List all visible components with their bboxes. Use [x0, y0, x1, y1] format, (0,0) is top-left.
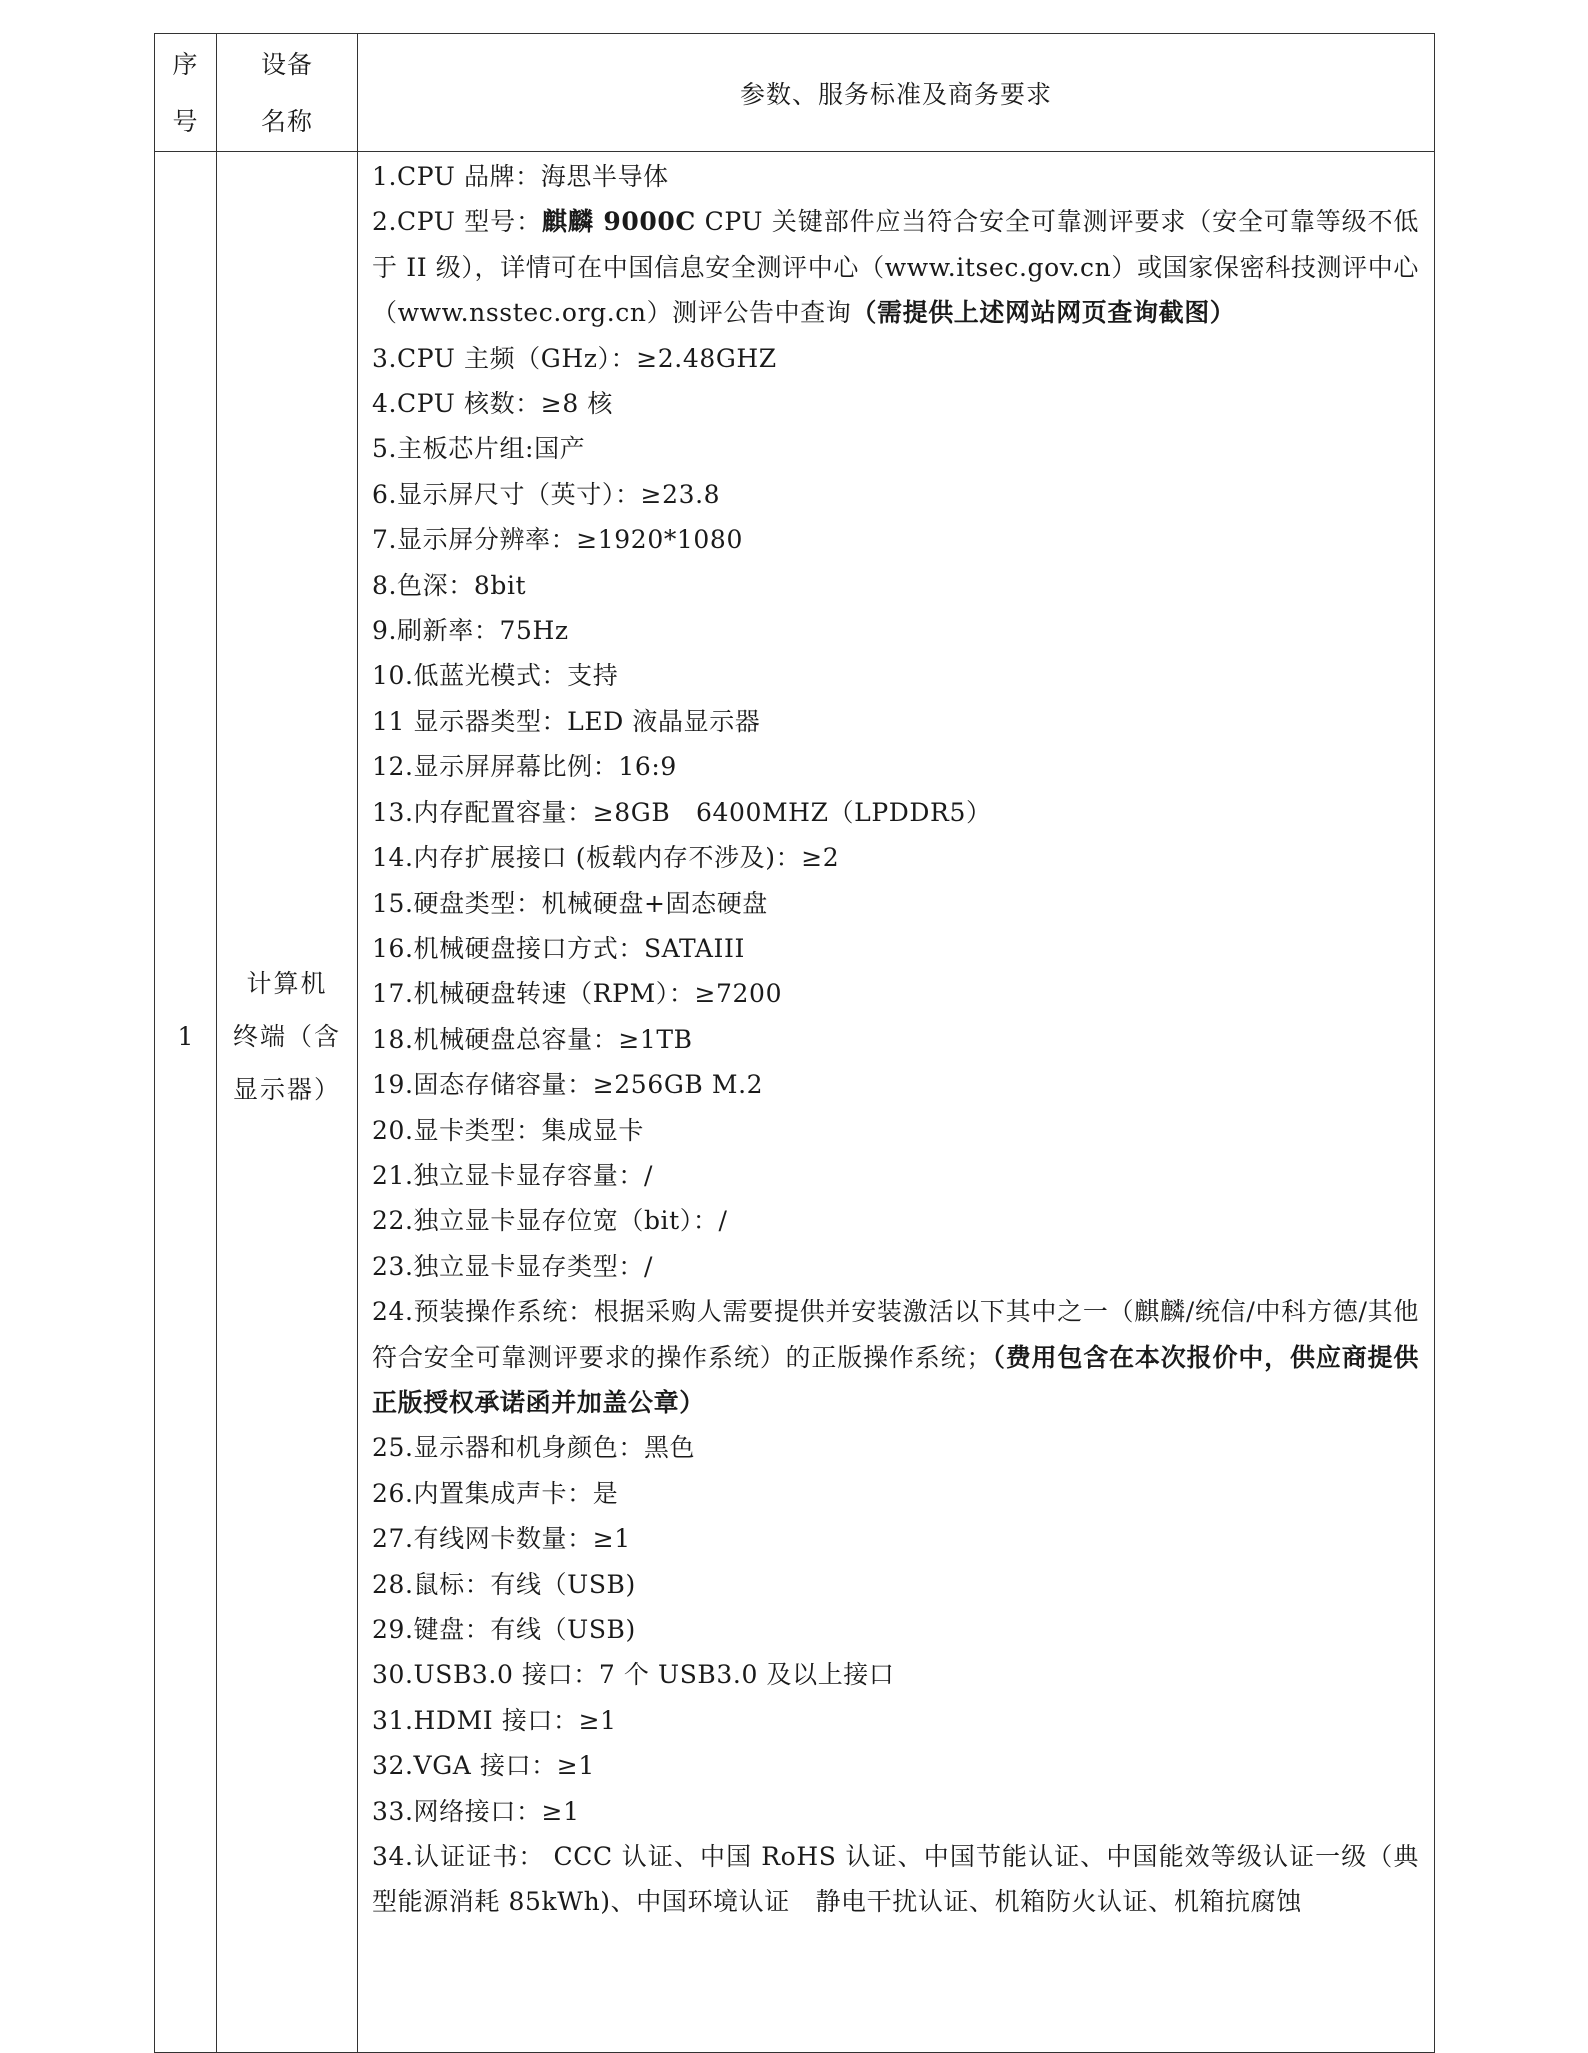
header-name-line1: 设备 [260, 49, 313, 79]
spec-item: 31.HDMI 接口：≥1 [372, 1705, 617, 1735]
spec-item-text: 24.预装操作系统：根据采购人需要提供并安装激活以下其中之一（麒麟/统信/中科方德/其他符合安全可靠测评要求的操作系统）的正版操作系统； [372, 1297, 1419, 1372]
row-no: 1 [177, 1022, 194, 1051]
spec-item: 12.显示屏屏幕比例：16:9 [372, 752, 677, 782]
spec-item: 21.独立显卡显存容量：/ [372, 1160, 653, 1190]
spec-item: 17.机械硬盘转速（RPM）：≥7200 [372, 979, 783, 1009]
spec-item [372, 1289, 1419, 1425]
header-no-line1: 序 [172, 49, 199, 79]
spec-item: 20.显卡类型：集成显卡 [372, 1115, 644, 1145]
spec-item: 27.有线网卡数量：≥1 [372, 1524, 631, 1554]
table-header-row [155, 34, 1435, 152]
spec-list [372, 154, 1419, 1925]
spec-item: 6.显示屏尺寸（英寸）：≥23.8 [372, 479, 721, 509]
spec-item: 19.固态存储容量：≥256GB M.2 [372, 1070, 764, 1100]
row-no-cell [155, 152, 217, 2053]
spec-item: 23.独立显卡显存类型：/ [372, 1251, 653, 1281]
spec-item: 30.USB3.0 接口：7 个 USB3.0 及以上接口 [372, 1660, 895, 1690]
spec-item: 8.色深：8bit [372, 570, 527, 600]
spec-item: 18.机械硬盘总容量：≥1TB [372, 1024, 693, 1054]
spec-item: 1.CPU 品牌：海思半导体 [372, 162, 669, 191]
spec-item: 16.机械硬盘接口方式：SATAIII [372, 933, 745, 963]
row-spec-cell [358, 152, 1435, 2053]
spec-item: 3.CPU 主频（GHz）：≥2.48GHZ [372, 343, 777, 373]
spec-item: 22.独立显卡显存位宽（bit）：/ [372, 1206, 728, 1236]
spec-item: 14.内存扩展接口 (板载内存不涉及)：≥2 [372, 843, 840, 873]
spec-item: 10.低蓝光模式：支持 [372, 661, 619, 691]
spec-item: 11 显示器类型：LED 液晶显示器 [372, 706, 761, 736]
spec-item: 7.显示屏分辨率：≥1920*1080 [372, 525, 743, 555]
spec-item: 28.鼠标：有线（USB) [372, 1569, 636, 1599]
spec-table [154, 33, 1435, 2053]
spec-item: 29.键盘：有线（USB) [372, 1615, 636, 1644]
spec-item: 34.认证证书： CCC 认证、中国 RoHS 认证、中国节能认证、中国能效等级认证一级（典型能源消耗 85kWh)、中国环境认证 静电干扰认证、机箱防火认证、机箱抗腐蚀 [372, 1842, 1419, 1917]
header-no-line2: 号 [172, 106, 199, 136]
header-spec-title: 参数、服务标准及商务要求 [358, 34, 1435, 152]
device-name-line2: 终端（含 [232, 1022, 341, 1051]
spec-item: 5.主板芯片组:国产 [372, 434, 586, 464]
spec-item: 32.VGA 接口：≥1 [372, 1751, 595, 1781]
spec-item-text: 2.CPU 型号： [372, 207, 542, 237]
spec-item: 9.刷新率：75Hz [372, 616, 569, 646]
spec-item: 33.网络接口：≥1 [372, 1796, 580, 1826]
table-row [155, 152, 1435, 2053]
spec-item [372, 199, 1419, 335]
spec-item-bold: 麒麟 9000C [541, 207, 696, 237]
spec-item: 26.内置集成声卡：是 [372, 1478, 619, 1508]
row-device-name-cell [217, 152, 358, 2053]
spec-item: 13.内存配置容量：≥8GB 6400MHZ（LPDDR5） [372, 797, 992, 827]
spec-item: 15.硬盘类型：机械硬盘+固态硬盘 [372, 888, 768, 918]
header-no [155, 34, 217, 152]
spec-item-bold: （费用包含在本次报价中，供应商提供正版授权承诺函并加盖公章） [372, 1342, 1419, 1417]
device-name-line3: 显示器） [232, 1075, 341, 1104]
spec-item: 4.CPU 核数：≥8 核 [372, 389, 613, 419]
spec-item-bold: （需提供上述网站网页查询截图） [851, 298, 1236, 328]
header-name-line2: 名称 [260, 106, 313, 136]
spec-item: 25.显示器和机身颜色：黑色 [372, 1433, 696, 1463]
header-device-name [217, 34, 358, 152]
device-name-line1: 计算机 [246, 969, 328, 998]
spec-item-text: CPU 关键部件应当符合安全可靠测评要求（安全可靠等级不低于 II 级），详情可在中国信息安全测评中心（www.itsec.gov.cn）或国家保密科技测评中心（www.nsstec.org.cn）测评公告中查询 [372, 207, 1420, 328]
